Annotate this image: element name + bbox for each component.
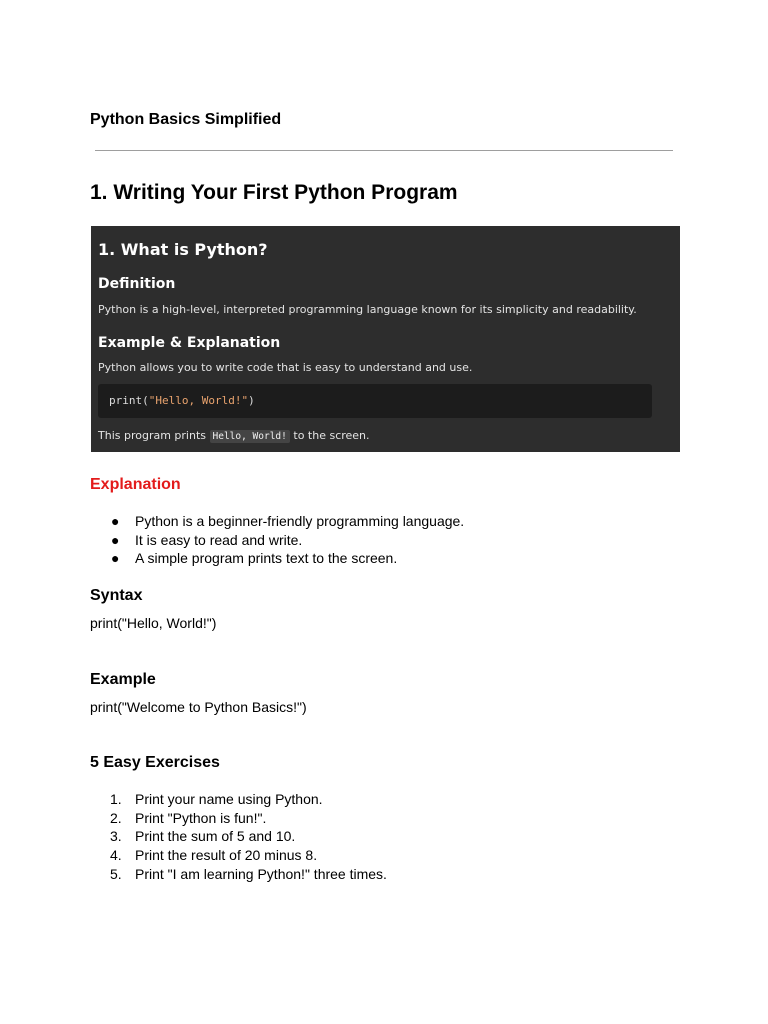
bullet-icon: ●: [111, 531, 120, 548]
card-definition-heading: Definition: [98, 276, 176, 292]
example-heading: Example: [90, 671, 156, 688]
syntax-heading: Syntax: [90, 587, 143, 604]
card-code-block: [98, 384, 652, 418]
list-item: ● A simple program prints text to the screen.: [111, 550, 398, 567]
document-title: Python Basics Simplified: [90, 111, 282, 128]
list-item: ● It is easy to read and write.: [111, 531, 303, 548]
section-heading: 1. Writing Your First Python Program: [90, 181, 458, 204]
code-function: print(: [109, 394, 149, 407]
bullet-icon: ●: [111, 550, 120, 567]
list-item: 4. Print the result of 20 minus 8.: [110, 847, 318, 864]
list-item: ● Python is a beginner-friendly programming language.: [111, 513, 465, 529]
list-item: 5. Print "I am learning Python!" three times.: [110, 865, 387, 882]
code-string: "Hello, World!": [148, 394, 249, 407]
exercises-heading: 5 Easy Exercises: [90, 754, 220, 771]
card-inline-code: Hello, World!: [210, 430, 290, 443]
list-item: 1. Print your name using Python.: [110, 791, 323, 807]
card-example-heading: Example & Explanation: [98, 335, 281, 351]
card-definition-text: Python is a high-level, interpreted programming language known for its simplicity and readability.: [98, 303, 637, 316]
card-result-prefix: This program prints: [98, 429, 207, 442]
list-number: 5.: [110, 865, 122, 882]
horizontal-rule: [95, 150, 673, 151]
list-number: 2.: [110, 809, 122, 826]
card-result-text: [98, 429, 370, 444]
list-item: 3. Print the sum of 5 and 10.: [110, 828, 296, 845]
exercises-list: [90, 790, 387, 884]
list-item: 2. Print "Python is fun!".: [110, 809, 267, 826]
list-number: 4.: [110, 847, 122, 864]
code-close-paren: ): [248, 394, 255, 407]
syntax-code: print("Hello, World!"): [90, 615, 217, 631]
list-number: 3.: [110, 828, 122, 845]
card-title: 1. What is Python?: [98, 240, 268, 259]
card-result-suffix: to the screen.: [293, 429, 370, 442]
screenshot-card: [91, 226, 680, 452]
example-code: print("Welcome to Python Basics!"): [90, 699, 307, 715]
card-example-text: Python allows you to write code that is easy to understand and use.: [98, 361, 473, 374]
explanation-heading: Explanation: [90, 476, 181, 493]
list-number: 1.: [110, 791, 122, 807]
card-code-line: [109, 394, 255, 408]
explanation-list: [90, 512, 464, 568]
bullet-icon: ●: [111, 513, 120, 529]
